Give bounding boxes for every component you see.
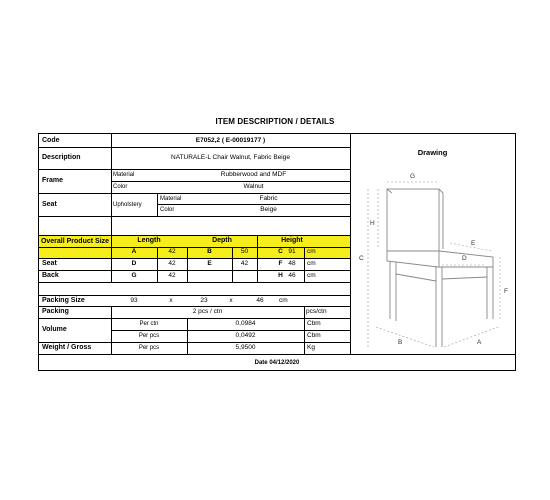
document-date: Date 04/12/2020: [254, 360, 300, 366]
frame-color-label: Color: [113, 184, 128, 190]
dim-g-value: 42: [168, 272, 176, 279]
weight-value: 5,9500: [235, 344, 256, 351]
dim-b-value: 50: [240, 248, 249, 255]
chair-dimension-drawing: [350, 169, 515, 349]
seat-color-value: Beige: [260, 206, 277, 213]
upholstery-label: Upholstery: [113, 202, 142, 208]
dim-unit: cm: [307, 248, 316, 255]
seat-dims-label: Seat: [42, 260, 57, 267]
dim-d: D: [131, 260, 137, 267]
volume-per-pcs-value: 0,0492: [235, 332, 256, 339]
dim-b: B: [207, 248, 212, 255]
drawing-letter-f: F: [504, 288, 508, 295]
item-spec-sheet: [38, 133, 516, 371]
overall-size-label: Overall Product Size: [40, 238, 110, 245]
description-value: NATURALE-L Chair Walnut, Fabric Beige: [171, 154, 290, 161]
description-label: Description: [42, 154, 81, 161]
volume-per-pcs-unit: Cbm: [307, 332, 321, 339]
packing-unit: pcs/ctn: [306, 308, 327, 315]
height-header: Height: [281, 237, 303, 244]
packing-size-x-1: x: [169, 297, 173, 304]
dim-d-value: 42: [168, 260, 176, 267]
frame-material-label: Material: [113, 172, 135, 178]
volume-per-ctn-unit: Cbm: [307, 320, 321, 327]
dim-a-value: 42: [168, 248, 176, 255]
frame-color-value: Walnut: [243, 183, 264, 190]
dim-f-value: 48: [288, 260, 296, 267]
dim-g: G: [131, 272, 137, 279]
volume-per-pcs-label: Per pcs: [138, 333, 160, 339]
seat-spec-label: Seat: [42, 201, 57, 208]
volume-per-ctn-label: Per ctn: [139, 321, 159, 327]
drawing-letter-e: E: [471, 240, 476, 247]
drawing-letter-b: B: [398, 339, 403, 346]
dim-c-value: 91: [288, 248, 296, 255]
seat-material-label: Material: [160, 196, 182, 202]
weight-unit: Kg: [307, 344, 315, 351]
volume-per-ctn-value: 0,0984: [235, 320, 256, 327]
dim-f: F: [278, 260, 283, 267]
dim-c: C: [278, 248, 283, 255]
packing-size-unit: cm: [279, 297, 288, 304]
length-header: Length: [137, 237, 161, 244]
seat-dims-unit: cm: [307, 260, 316, 267]
frame-label: Frame: [42, 177, 64, 184]
page-title: ITEM DESCRIPTION / DETAILS: [215, 117, 335, 126]
drawing-title: Drawing: [417, 148, 448, 157]
drawing-letter-g: G: [410, 173, 416, 180]
drawing-letter-d: D: [462, 255, 467, 262]
back-dims-unit: cm: [307, 272, 316, 279]
packing-size-value-2: 23: [200, 297, 208, 304]
weight-per-pcs-label: Per pcs: [138, 345, 160, 351]
back-dims-label: Back: [42, 272, 59, 279]
depth-header: Depth: [212, 237, 232, 244]
dim-e-value: 42: [240, 260, 249, 267]
dim-h-value: 46: [288, 272, 296, 279]
chair-outline-icon: [350, 169, 515, 349]
packing-size-value-3: 46: [256, 297, 264, 304]
weight-label: Weight / Gross: [42, 344, 92, 351]
packing-size-label: Packing Size: [42, 297, 85, 304]
seat-color-label: Color: [160, 207, 175, 213]
code-value: E7052,2 ( E-00019177 ): [195, 137, 266, 144]
packing-size-value-1: 93: [130, 297, 138, 304]
packing-value: 2 pcs / ctn: [192, 308, 223, 315]
packing-size-x-2: x: [229, 297, 233, 304]
dim-e: E: [207, 260, 212, 267]
drawing-letter-a: A: [477, 339, 482, 346]
frame-material-value: Rubberwood and MDF: [220, 171, 287, 178]
packing-label: Packing: [42, 308, 69, 315]
volume-label: Volume: [42, 326, 67, 333]
seat-material-value: Fabric: [259, 195, 278, 202]
code-label: Code: [42, 137, 60, 144]
drawing-letter-c: C: [359, 255, 364, 262]
drawing-letter-h: H: [370, 220, 375, 227]
dim-a: A: [131, 248, 137, 255]
dim-h: H: [278, 272, 283, 279]
